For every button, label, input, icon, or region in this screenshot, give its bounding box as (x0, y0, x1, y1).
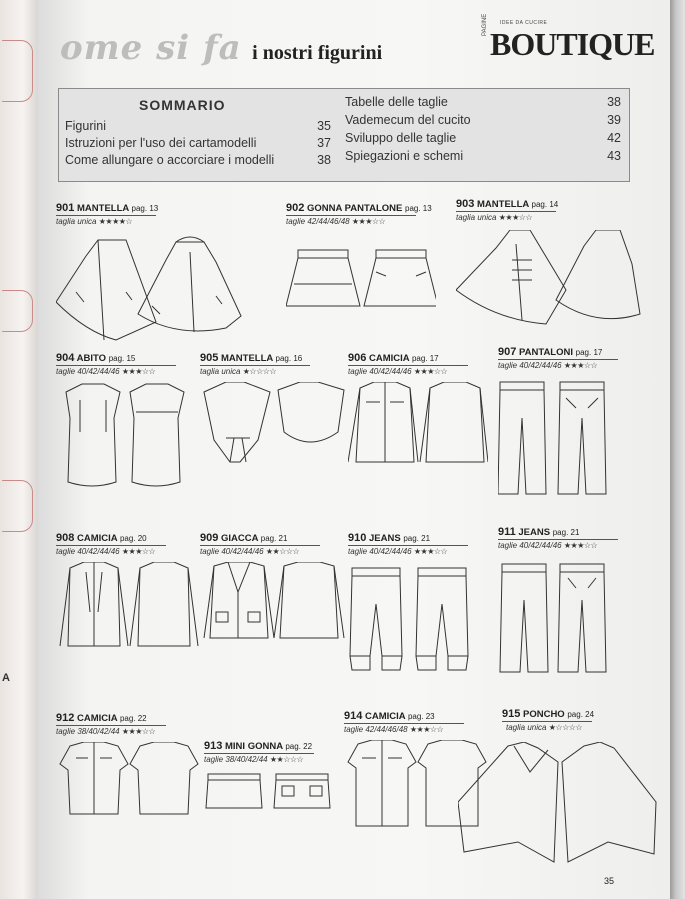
pattern-sizes: taglia unica (456, 213, 497, 222)
difficulty-stars: ★★★☆☆ (121, 547, 156, 556)
pattern-page: pag. 16 (275, 354, 303, 363)
dress-sketch (56, 382, 186, 492)
difficulty-stars: ★★☆☆☆ (269, 755, 304, 764)
difficulty-stars: ★★★☆☆ (413, 367, 448, 376)
pattern-sizes: taglie 40/42/44/46 (348, 547, 412, 556)
summary-entry-label: Spiegazioni e schemi (345, 149, 464, 163)
difficulty-stars: ★☆☆☆☆ (242, 367, 277, 376)
pattern-904 (56, 352, 196, 492)
summary-entry (65, 153, 331, 167)
pattern-page: pag. 21 (260, 534, 288, 543)
pattern-sizes: taglia unica (200, 367, 241, 376)
difficulty-stars: ★★★☆☆ (563, 361, 598, 370)
difficulty-stars: ★★★☆☆ (121, 727, 156, 736)
pattern-name: GIACCA (221, 533, 259, 544)
adjacent-page-strip (0, 0, 38, 899)
pattern-page: pag. 24 (567, 710, 595, 719)
summary-entry-page: 38 (607, 95, 621, 109)
pattern-name: GONNA PANTALONE (307, 203, 403, 214)
pattern-page: pag. 17 (411, 354, 439, 363)
summary-entry-label: Figurini (65, 119, 106, 133)
pattern-code: 901 (56, 202, 75, 214)
summary-entry (65, 136, 331, 150)
pattern-code: 910 (348, 532, 367, 544)
summary-entry-page: 43 (607, 149, 621, 163)
trousers-sketch (498, 378, 618, 496)
pattern-905 (200, 352, 350, 472)
pattern-code: 907 (498, 346, 517, 358)
pattern-sizes: taglie 40/42/44/46 (498, 541, 562, 550)
pattern-911 (498, 526, 638, 676)
pattern-909 (200, 532, 350, 652)
summary-entry (345, 131, 621, 145)
pattern-name: MANTELLA (77, 203, 129, 214)
pattern-code: 904 (56, 352, 75, 364)
pattern-913 (204, 740, 344, 820)
page-number: 35 (604, 876, 615, 886)
pattern-907 (498, 346, 638, 496)
summary-box (58, 88, 630, 182)
short-shirt-sketch (56, 742, 206, 822)
summary-entry-label: Come allungare o accorciare i modelli (65, 153, 275, 167)
pattern-name: PANTALONI (519, 347, 574, 358)
difficulty-stars: ★★★☆☆ (563, 541, 598, 550)
decorative-outline (2, 290, 33, 332)
pattern-name: ABITO (76, 353, 107, 364)
jeans-sketch (498, 560, 618, 676)
pattern-code: 903 (456, 198, 475, 210)
culottes-sketch (286, 236, 436, 314)
difficulty-stars: ★★★☆☆ (409, 725, 444, 734)
pattern-name: CAMICIA (77, 533, 118, 544)
pattern-name: CAMICIA (365, 711, 406, 722)
summary-entry-label: Vademecum del cucito (345, 113, 471, 127)
pattern-page: pag. 13 (131, 204, 159, 213)
page-title-sub: i nostri figurini (252, 42, 383, 64)
pattern-page: pag. 13 (405, 204, 432, 213)
pattern-name: PONCHO (523, 709, 565, 720)
summary-heading: SOMMARIO (139, 97, 226, 113)
pattern-sizes: taglie 42/44/46/48 (344, 725, 408, 734)
pattern-sizes: taglie 40/42/44/46 (56, 547, 120, 556)
pattern-906 (348, 352, 488, 472)
summary-entry-page: 37 (317, 136, 331, 150)
pattern-sizes: taglia unica (56, 217, 97, 226)
cape-sketch (456, 230, 646, 330)
pattern-page: pag. 17 (575, 348, 603, 357)
pattern-915 (458, 708, 658, 868)
jacket-sketch (200, 562, 350, 648)
pattern-code: 914 (344, 710, 363, 722)
logo-word: BOUTIQUE (490, 26, 655, 62)
pattern-sizes: taglia unica (506, 723, 547, 732)
pattern-sizes: taglie 38/40/42/44 (204, 755, 268, 764)
pattern-code: 909 (200, 532, 219, 544)
pattern-code: 911 (498, 526, 516, 538)
logo-tagline: IDEE DA CUCIRE (500, 20, 548, 26)
summary-entry (65, 119, 331, 133)
pattern-code: 912 (56, 712, 75, 724)
boutique-logo (480, 13, 655, 68)
difficulty-stars: ★★★☆☆ (351, 217, 386, 226)
summary-entry-page: 39 (607, 113, 621, 127)
blouse-sketch (56, 562, 206, 658)
pattern-sizes: taglie 40/42/44/46 (498, 361, 562, 370)
difficulty-stars: ★★★☆☆ (413, 547, 448, 556)
pattern-name: MINI GONNA (225, 741, 283, 752)
pattern-page: pag. 20 (119, 534, 147, 543)
summary-entry (345, 149, 621, 163)
mini-skirt-sketch (204, 772, 334, 812)
difficulty-stars: ★★★☆☆ (498, 213, 533, 222)
pattern-code: 915 (502, 708, 521, 720)
pattern-code: 913 (204, 740, 223, 752)
summary-entry (345, 113, 621, 127)
pattern-908 (56, 532, 206, 662)
summary-entry (345, 95, 621, 109)
page-title-script: ome si fa (60, 28, 242, 68)
pattern-name: JEANS (518, 527, 551, 538)
pattern-sizes: taglie 40/42/44/46 (348, 367, 412, 376)
pattern-sizes: taglie 40/42/44/46 (56, 367, 120, 376)
pattern-901 (56, 202, 246, 342)
pattern-code: 906 (348, 352, 367, 364)
pattern-page: pag. 22 (119, 714, 147, 723)
summary-entry-label: Tabelle delle taglie (345, 95, 448, 109)
difficulty-stars: ★★☆☆☆ (265, 547, 300, 556)
summary-entry-page: 35 (317, 119, 331, 133)
pattern-page: pag. 15 (108, 354, 136, 363)
jeans-sketch (348, 564, 478, 674)
pattern-sizes: taglie 40/42/44/46 (200, 547, 264, 556)
pattern-name: JEANS (369, 533, 401, 544)
shawl-sketch (200, 382, 350, 472)
difficulty-stars: ★★★★☆ (98, 217, 133, 226)
pattern-910 (348, 532, 488, 682)
shirt-sketch (348, 382, 488, 472)
magazine-page (38, 0, 670, 899)
logo-vertical-text: PAGINE (482, 13, 488, 36)
difficulty-stars: ★☆☆☆☆ (548, 723, 583, 732)
difficulty-stars: ★★★☆☆ (121, 367, 156, 376)
pattern-sizes: taglie 38/40/42/44 (56, 727, 120, 736)
summary-entry-page: 42 (607, 131, 621, 145)
pattern-code: 908 (56, 532, 75, 544)
pattern-page: pag. 14 (531, 200, 559, 209)
strip-letter: A (2, 672, 10, 684)
pattern-902 (286, 202, 436, 312)
poncho-sketch (458, 742, 658, 868)
pattern-page: pag. 23 (407, 712, 435, 721)
page-title (60, 28, 382, 68)
summary-entry-page: 38 (317, 153, 331, 167)
decorative-outline (2, 480, 33, 532)
pattern-name: CAMICIA (369, 353, 410, 364)
pattern-912 (56, 712, 206, 842)
pattern-page: pag. 21 (552, 528, 580, 537)
pattern-name: MANTELLA (221, 353, 273, 364)
pattern-page: pag. 21 (403, 534, 431, 543)
decorative-outline (2, 40, 33, 102)
pattern-code: 905 (200, 352, 219, 364)
summary-entry-label: Sviluppo delle taglie (345, 131, 457, 145)
pattern-page: pag. 22 (285, 742, 313, 751)
pattern-code: 902 (286, 202, 305, 214)
cape-sketch (56, 232, 246, 342)
summary-entry-label: Istruzioni per l'uso dei cartamodelli (65, 136, 257, 150)
pattern-903 (456, 198, 646, 328)
binding-edge (670, 0, 685, 899)
pattern-name: CAMICIA (77, 713, 118, 724)
pattern-name: MANTELLA (477, 199, 529, 210)
pattern-sizes: taglie 42/44/46/48 (286, 217, 350, 226)
